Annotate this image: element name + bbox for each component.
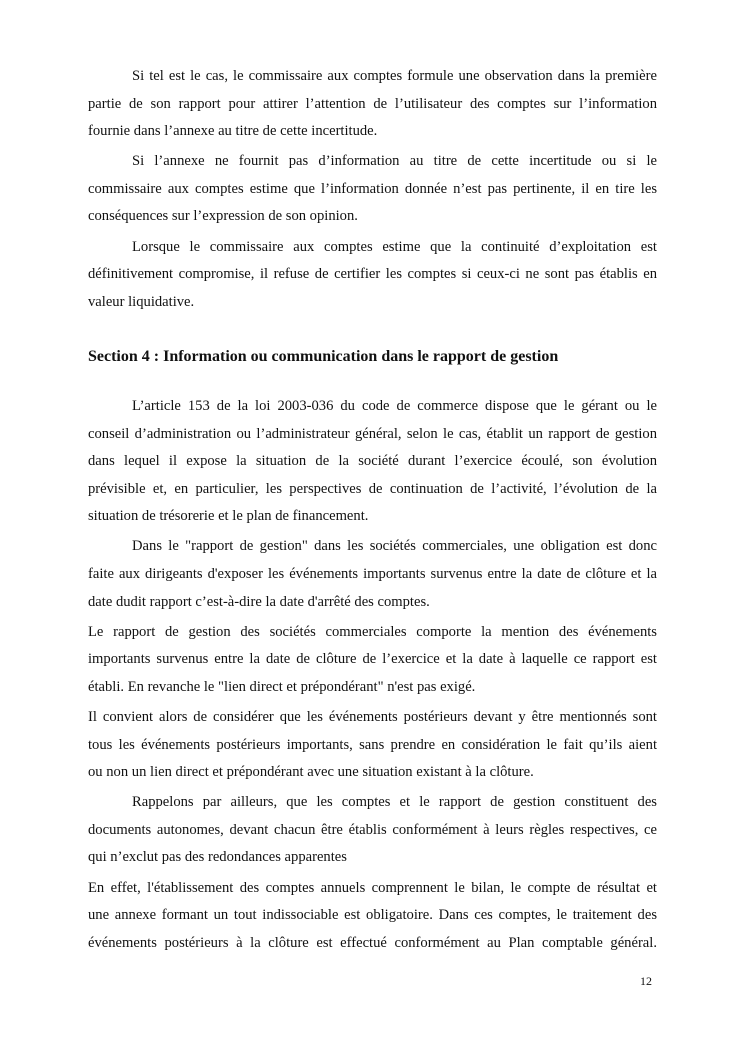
text-line: documents autonomes, devant chacun être établis conformément à leurs règles respectives, ce bbox=[88, 821, 657, 838]
text-line: dans lequel il expose la situation de la société durant l’exercice écoulé, son évolution bbox=[88, 453, 657, 470]
text-line: événements postérieurs à la clôture est effectué conformément au Plan comptable général. bbox=[88, 934, 657, 951]
text-line: importants survenus entre la date de clôture de l’exercice et la date à laquelle ce rapport est bbox=[88, 651, 657, 668]
section-heading: Section 4 : Information ou communication dans le rapport de gestion bbox=[88, 348, 559, 366]
paragraph bbox=[88, 63, 657, 146]
text-line: commissaire aux comptes estime que l’information donnée n’est pas pertinente, il en tire les bbox=[88, 180, 657, 197]
page-number: 12 bbox=[640, 974, 652, 988]
paragraph bbox=[88, 148, 657, 231]
paragraphs-before-section bbox=[88, 63, 657, 316]
text-line: L’article 153 de la loi 2003-036 du code de commerce dispose que le gérant ou le bbox=[132, 397, 657, 414]
text-line: Si l’annexe ne fournit pas d’information au titre de cette incertitude ou si le bbox=[132, 153, 657, 170]
text-line: tous les événements postérieurs importants, sans prendre en considération le fait qu’ils aient bbox=[88, 736, 657, 753]
document-page bbox=[88, 63, 657, 960]
text-line: En effet, l'établissement des comptes annuels comprennent le bilan, le compte de résultat et bbox=[88, 879, 657, 896]
paragraph bbox=[88, 789, 657, 872]
text-line: prévisible et, en particulier, les perspectives de continuation de l’activité, l’évolution de la bbox=[88, 480, 657, 497]
text-line: Lorsque le commissaire aux comptes estime que la continuité d’exploitation est bbox=[132, 238, 657, 255]
paragraph bbox=[88, 393, 657, 531]
paragraph bbox=[88, 619, 657, 702]
paragraph bbox=[88, 533, 657, 616]
text-line: conseil d’administration ou l’administrateur général, selon le cas, établit un rapport de gestion bbox=[88, 425, 657, 442]
text-line: conséquences sur l’expression de son opinion. bbox=[88, 208, 358, 225]
text-line: établi. En revanche le "lien direct et prépondérant" n'est pas exigé. bbox=[88, 678, 476, 695]
text-line: Il convient alors de considérer que les événements postérieurs devant y être mentionnés sont bbox=[88, 708, 657, 725]
paragraph bbox=[88, 234, 657, 317]
paragraph bbox=[88, 704, 657, 787]
text-line: fournie dans l’annexe au titre de cette incertitude. bbox=[88, 123, 378, 140]
text-line: Rappelons par ailleurs, que les comptes et le rapport de gestion constituent des bbox=[132, 794, 657, 811]
text-line: Le rapport de gestion des sociétés commerciales comporte la mention des événements bbox=[88, 623, 657, 640]
paragraphs-after-section bbox=[88, 393, 657, 957]
text-line: Dans le "rapport de gestion" dans les sociétés commerciales, une obligation est donc bbox=[132, 538, 657, 555]
text-line: date dudit rapport c’est-à-dire la date d'arrêté des comptes. bbox=[88, 593, 430, 610]
text-line: qui n’exclut pas des redondances apparentes bbox=[88, 849, 347, 866]
text-line: une annexe formant un tout indissociable est obligatoire. Dans ces comptes, le traitement des bbox=[88, 907, 657, 924]
text-line: faite aux dirigeants d'exposer les événements importants survenus entre la date de clôture et la bbox=[88, 566, 657, 582]
text-line: ou non un lien direct et prépondérant avec une situation existant à la clôture. bbox=[88, 764, 534, 781]
text-line: valeur liquidative. bbox=[88, 293, 195, 310]
text-line: définitivement compromise, il refuse de certifier les comptes si ceux-ci ne sont pas établis en bbox=[88, 266, 657, 283]
paragraph bbox=[88, 875, 657, 958]
text-line: partie de son rapport pour attirer l’attention de l’utilisateur des comptes sur l’information bbox=[88, 95, 657, 112]
text-line: Si tel est le cas, le commissaire aux comptes formule une observation dans la première bbox=[132, 68, 657, 84]
text-line: situation de trésorerie et le plan de financement. bbox=[88, 508, 369, 525]
